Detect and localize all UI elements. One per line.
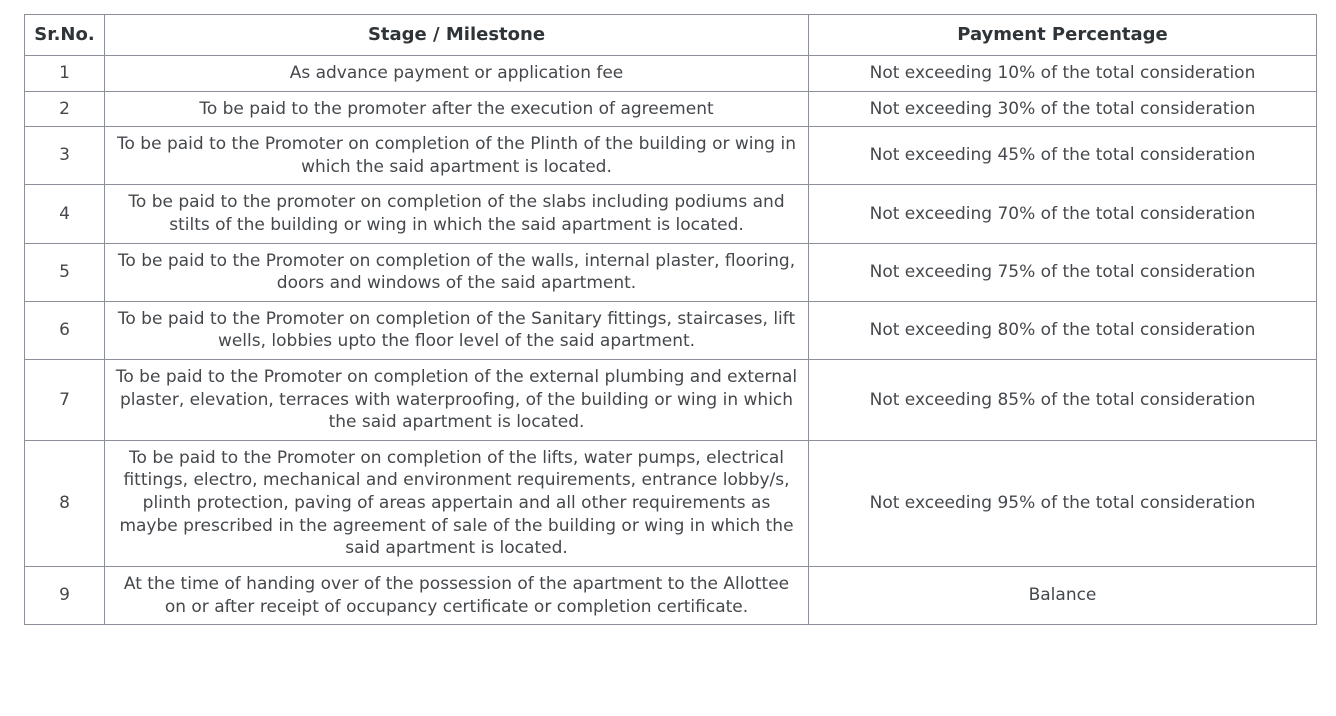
cell-srno: 5 bbox=[25, 243, 105, 301]
cell-srno: 7 bbox=[25, 360, 105, 441]
cell-percentage: Not exceeding 95% of the total consideration bbox=[809, 440, 1317, 566]
table-row bbox=[25, 185, 1317, 243]
cell-percentage: Balance bbox=[809, 566, 1317, 624]
payment-schedule-table bbox=[24, 14, 1317, 625]
cell-stage: At the time of handing over of the possession of the apartment to the Allottee on or after receipt of occupancy certificate or completion certificate. bbox=[105, 566, 809, 624]
cell-srno: 8 bbox=[25, 440, 105, 566]
table-row bbox=[25, 440, 1317, 566]
cell-percentage: Not exceeding 85% of the total consideration bbox=[809, 360, 1317, 441]
table-body bbox=[25, 55, 1317, 624]
cell-stage: To be paid to the Promoter on completion of the Sanitary fittings, staircases, lift wells, lobbies upto the floor level of the said apartment. bbox=[105, 301, 809, 359]
cell-srno: 2 bbox=[25, 91, 105, 127]
cell-srno: 6 bbox=[25, 301, 105, 359]
column-header-percentage: Payment Percentage bbox=[809, 15, 1317, 56]
cell-percentage: Not exceeding 45% of the total consideration bbox=[809, 127, 1317, 185]
cell-percentage: Not exceeding 10% of the total consideration bbox=[809, 55, 1317, 91]
table-row bbox=[25, 566, 1317, 624]
cell-percentage: Not exceeding 70% of the total consideration bbox=[809, 185, 1317, 243]
cell-percentage: Not exceeding 75% of the total consideration bbox=[809, 243, 1317, 301]
cell-stage: To be paid to the promoter after the execution of agreement bbox=[105, 91, 809, 127]
table-row bbox=[25, 127, 1317, 185]
cell-srno: 3 bbox=[25, 127, 105, 185]
cell-srno: 4 bbox=[25, 185, 105, 243]
table-row bbox=[25, 360, 1317, 441]
column-header-srno: Sr.No. bbox=[25, 15, 105, 56]
column-header-stage: Stage / Milestone bbox=[105, 15, 809, 56]
cell-stage: To be paid to the promoter on completion of the slabs including podiums and stilts of the building or wing in which the said apartment is located. bbox=[105, 185, 809, 243]
cell-percentage: Not exceeding 80% of the total consideration bbox=[809, 301, 1317, 359]
table-header-row bbox=[25, 15, 1317, 56]
table-row bbox=[25, 243, 1317, 301]
table-row bbox=[25, 91, 1317, 127]
table-row bbox=[25, 301, 1317, 359]
table-row bbox=[25, 55, 1317, 91]
cell-srno: 1 bbox=[25, 55, 105, 91]
table-header bbox=[25, 15, 1317, 56]
cell-stage: To be paid to the Promoter on completion of the lifts, water pumps, electrical fittings, electro, mechanical and environment requirements, entrance lobby/s, plinth protection, paving of areas appertain and all other requirements as maybe prescribed in the agreement of sale of the building or wing in which the said apartment is located. bbox=[105, 440, 809, 566]
cell-stage: To be paid to the Promoter on completion of the walls, internal plaster, flooring, doors and windows of the said apartment. bbox=[105, 243, 809, 301]
cell-srno: 9 bbox=[25, 566, 105, 624]
cell-percentage: Not exceeding 30% of the total consideration bbox=[809, 91, 1317, 127]
cell-stage: To be paid to the Promoter on completion of the external plumbing and external plaster, elevation, terraces with waterproofing, of the building or wing in which the said apartment is located. bbox=[105, 360, 809, 441]
cell-stage: To be paid to the Promoter on completion of the Plinth of the building or wing in which the said apartment is located. bbox=[105, 127, 809, 185]
cell-stage: As advance payment or application fee bbox=[105, 55, 809, 91]
